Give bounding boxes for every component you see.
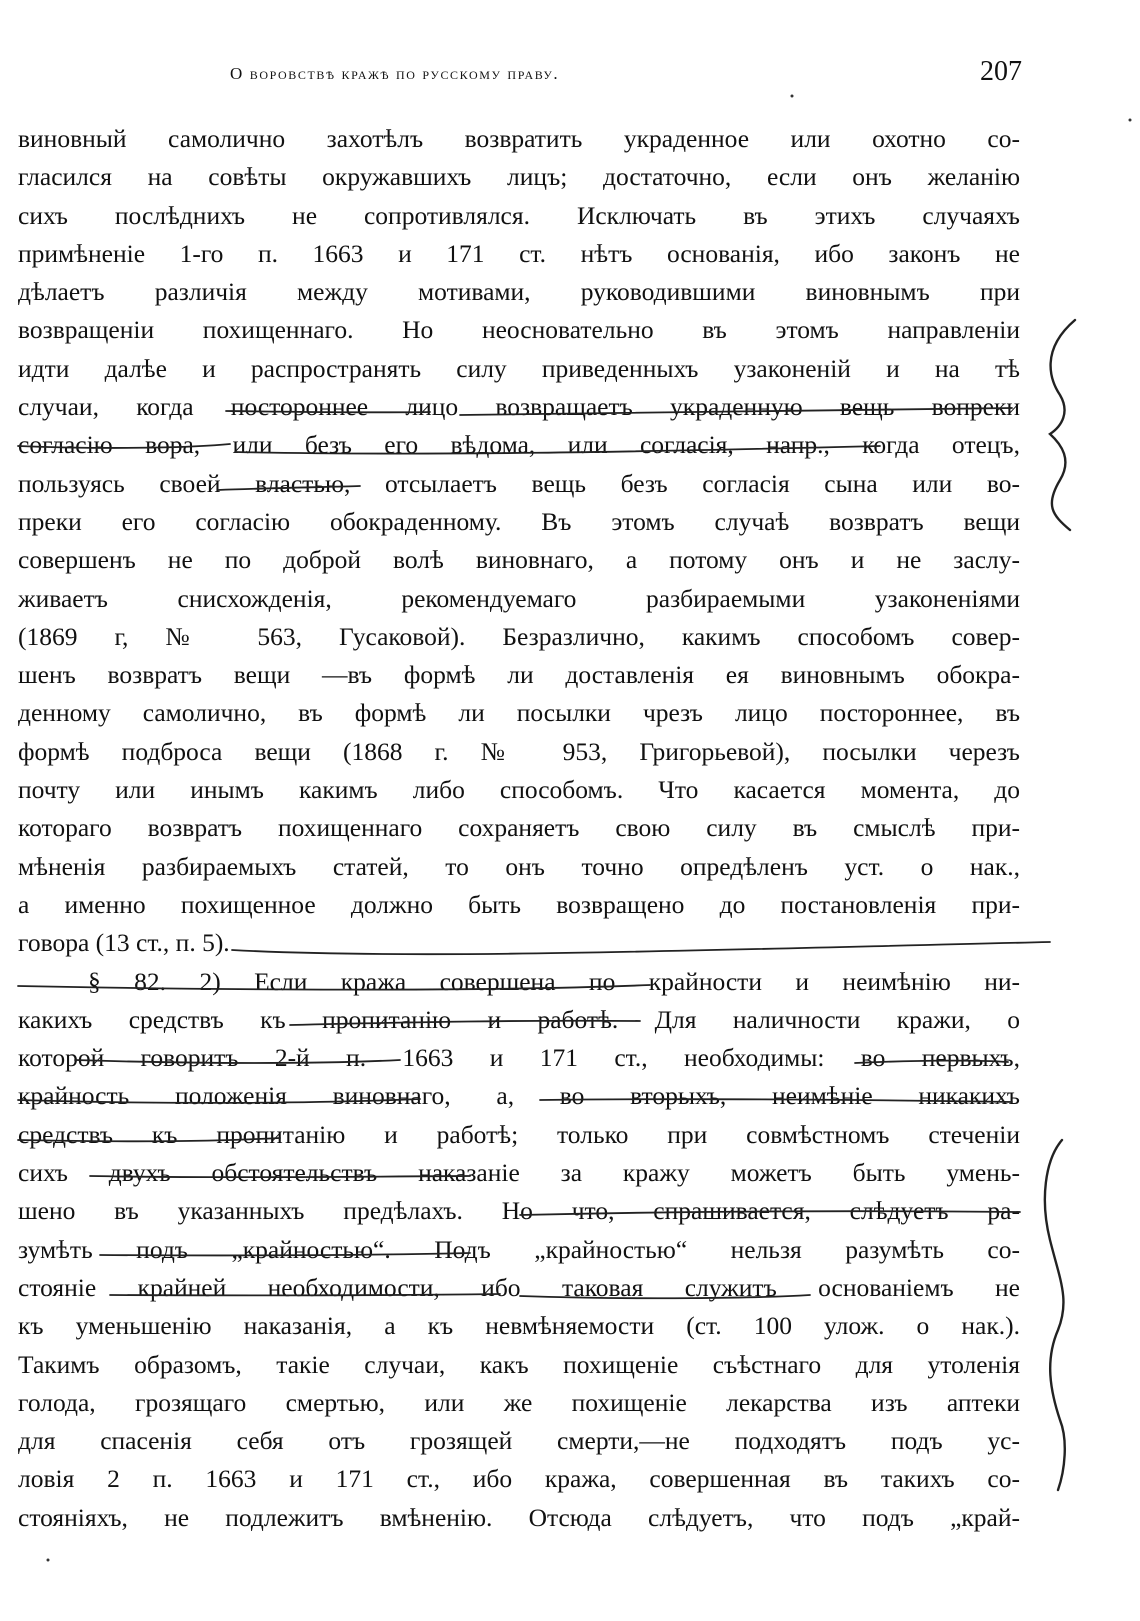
text-line: совершенъ не по доброй волѣ виновнаго, а потому онъ и не заслу- bbox=[18, 545, 1020, 575]
text-line: идти далѣе и распространять силу приведенныхъ узаконеній и на тѣ bbox=[18, 353, 1020, 383]
text-line: примѣненіе 1-го п. 1663 и 171 ст. нѣтъ основанія, ибо законъ не bbox=[18, 238, 1020, 268]
margin-brace-mark bbox=[1045, 1140, 1065, 1490]
text-line: ловія 2 п. 1663 и 171 ст., ибо кража, совершенная въ такихъ со- bbox=[18, 1464, 1020, 1494]
page-header bbox=[18, 58, 1022, 94]
text-line: сихъ послѣднихъ не сопротивлялся. Исключать въ этихъ случаяхъ bbox=[18, 200, 1020, 230]
text-line: зумѣть подъ „крайностью“. Подъ „крайностью“ нельзя разумѣть со- bbox=[18, 1234, 1020, 1264]
text-line: виновный самолично захотѣлъ возвратить украденное или охотно со- bbox=[18, 124, 1020, 153]
text-line: денному самолично, въ формѣ ли посылки чрезъ лицо постороннее, въ bbox=[18, 698, 1020, 728]
text-line: согласію вора, или безъ его вѣдома, или согласія, напр., когда отецъ, bbox=[18, 430, 1020, 460]
text-line: а именно похищенное должно быть возвращено до постановленія при- bbox=[18, 889, 1020, 919]
text-line: говора (13 ст., п. 5). bbox=[18, 928, 230, 958]
text-line: шенъ возвратъ вещи —въ формѣ ли доставленія ея виновнымъ обокра- bbox=[18, 660, 1020, 690]
text-line: дѣлаетъ различія между мотивами, руководившими виновнымъ при bbox=[18, 277, 1020, 307]
text-line: гласился на совѣты окружавшихъ лицъ; достаточно, если онъ желанію bbox=[18, 162, 1020, 192]
text-line: къ уменьшенію наказанія, а къ невмѣняемости (ст. 100 улож. о нак.). bbox=[18, 1311, 1020, 1341]
text-line: для спасенія себя отъ грозящей смерти,—не подходятъ подъ ус- bbox=[18, 1426, 1020, 1456]
text-line: случаи, когда постороннее лицо возвращаетъ украденную вещь вопреки bbox=[18, 392, 1020, 422]
text-line: (1869 г, № 563, Гусаковой). Безразлично, какимъ способомъ совер- bbox=[18, 621, 1020, 651]
text-line: почту или инымъ какимъ либо способомъ. Что касается момента, до bbox=[18, 775, 1020, 805]
margin-brace-mark bbox=[1050, 320, 1075, 530]
text-line: преки его согласію обокраденному. Въ этомъ случаѣ возвратъ вещи bbox=[18, 506, 1020, 536]
text-line: пользуясь своей властью, отсылаетъ вещь безъ согласія сына или во- bbox=[18, 468, 1020, 498]
text-line: шено въ указанныхъ предѣлахъ. Но что, спрашивается, слѣдуетъ ра- bbox=[18, 1196, 1020, 1226]
page-number: 207 bbox=[980, 56, 1022, 87]
text-line: стояніяхъ, не подлежитъ вмѣненію. Отсюда слѣдуетъ, что подъ „край- bbox=[18, 1502, 1020, 1532]
text-line: средствъ къ пропитанію и работѣ; только при совмѣстномъ стеченіи bbox=[18, 1119, 1020, 1149]
text-line: Такимъ образомъ, такіе случаи, какъ похищеніе съѣстнаго для утоленія bbox=[18, 1349, 1020, 1379]
text-line: крайность положенія виновнаго, а, во вторыхъ, неимѣніе никакихъ bbox=[18, 1081, 1020, 1111]
section-heading-line: § 82. 2) Если кража совершена по крайности и неимѣнію ни- bbox=[88, 966, 1020, 996]
text-line: голода, грозящаго смертью, или же похищеніе лекарства изъ аптеки bbox=[18, 1387, 1020, 1417]
text-line: живаетъ снисхожденія, рекомендуемаго разбираемыми узаконеніями bbox=[18, 583, 1020, 613]
stray-dot-mark bbox=[47, 1559, 50, 1562]
stray-dot-mark bbox=[1129, 119, 1132, 122]
text-line: формѣ подброса вещи (1868 г. № 953, Григорьевой), посылки черезъ bbox=[18, 736, 1020, 766]
text-line: возвращеніи похищеннаго. Но неосновательно въ этомъ направленіи bbox=[18, 315, 1020, 345]
text-line: стояніе крайней необходимости, ибо таковая служитъ основаніемъ не bbox=[18, 1272, 1020, 1302]
text-line: которой говоритъ 2-й п. 1663 и 171 ст., необходимы: во первыхъ, bbox=[18, 1043, 1020, 1073]
text-line: котораго возвратъ похищеннаго сохраняетъ свою силу въ смыслѣ при- bbox=[18, 813, 1020, 843]
body-text bbox=[18, 120, 1020, 1537]
stray-dot-mark bbox=[791, 95, 794, 98]
text-line: сихъ двухъ обстоятельствъ наказаніе за кражу можетъ быть умень- bbox=[18, 1158, 1020, 1188]
running-head: О воровствѣ кражѣ по русскому праву. bbox=[230, 64, 560, 83]
text-line: какихъ средствъ къ пропитанію и работѣ. Для наличности кражи, о bbox=[18, 1004, 1020, 1034]
text-line: мѣненія разбираемыхъ статей, то онъ точно опредѣленъ уст. о нак., bbox=[18, 851, 1020, 881]
